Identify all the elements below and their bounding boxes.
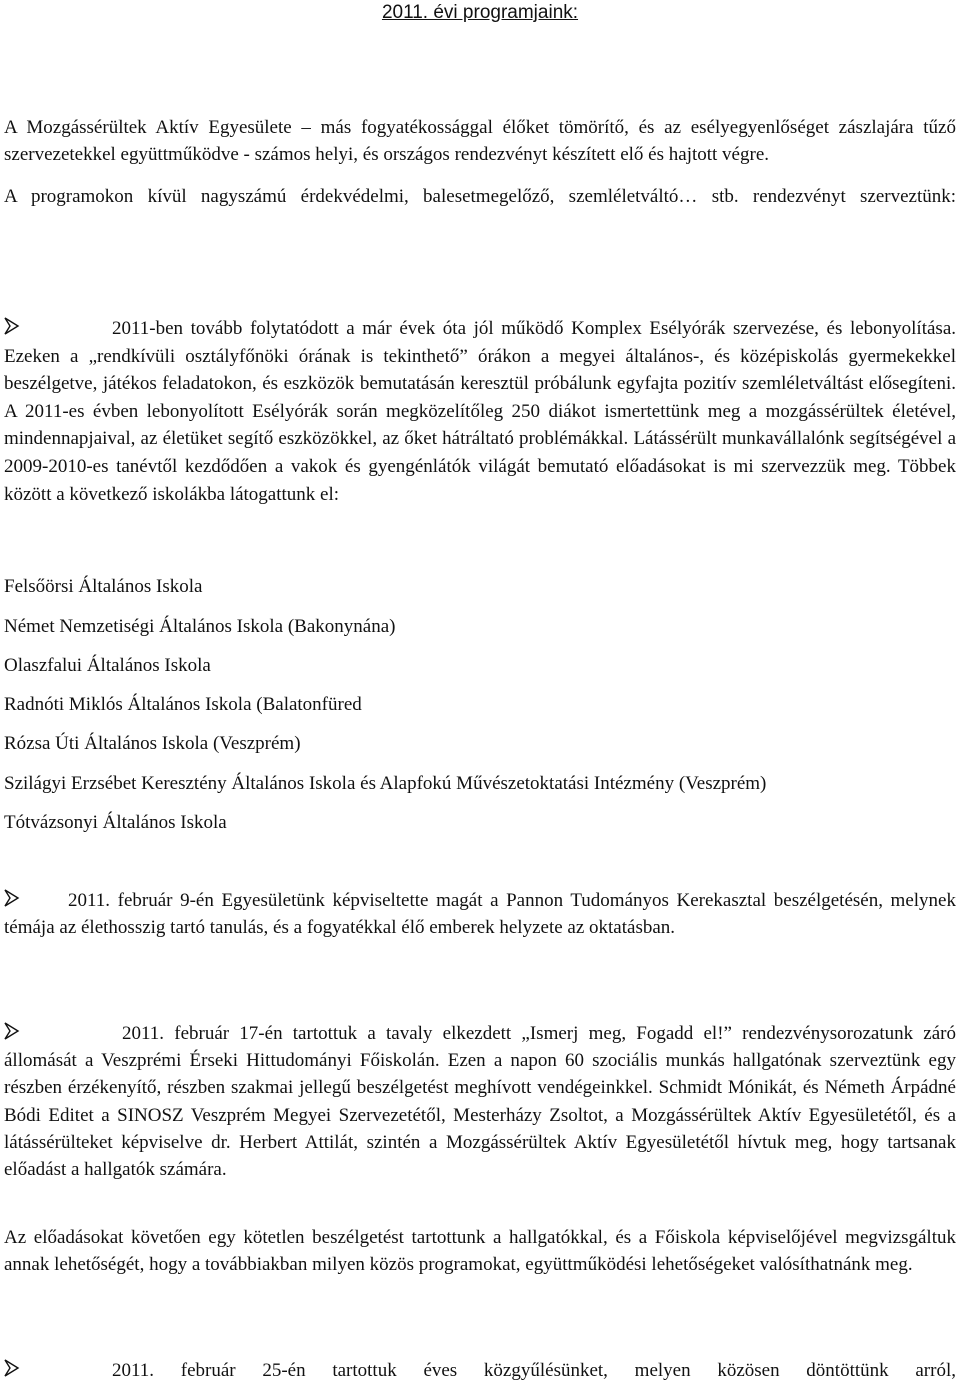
arrow-bullet-icon	[4, 1022, 22, 1042]
eselyorak-text: 2011-ben tovább folytatódott a már évek óta jól működő Komplex Esélyórák szervezése, és lebonyolítása. Ezeken a „rendkívüli osztályfőnöki órának is tekinthető” órákon a megyei általános-, és középiskolás gyermekekkel beszélgetve, játékos feladatokon, és eszközök bemutatásán keresztül próbálunk egyfajta pozitív szemléletváltást elősegíteni. A 2011-es évben lebonyolított Esélyórák során megközelítőleg 250 diákot ismertettünk meg a mozgássérültek életével, mindennapjaival, az életüket segítő eszközökkel, az őket hátráltató problémákkal. Látássérült munkavállalónk segítségével a 2009-2010-es tanévtől kezdődően a vakok és gyengénlátók világát bemutató előadásokat is mi szervezzük meg. Többek között a következő iskolákba látogattunk el:	[4, 318, 956, 505]
list-item: Szilágyi Erzsébet Keresztény Általános Iskola és Alapfokú Művészetoktatási Intézmény (Veszprém)	[4, 773, 767, 794]
list-item: Felsőörsi Általános Iskola	[4, 576, 203, 597]
arrow-bullet-icon	[4, 1359, 22, 1379]
intro-paragraph	[4, 114, 956, 168]
intro-programs-text: A programokon kívül nagyszámú érdekvédelmi, balesetmegelőző, szemléletváltó… stb. rendezvényt szerveztünk:	[4, 186, 956, 207]
ismerj-followup-paragraph	[4, 1224, 956, 1278]
list-item: Radnóti Miklós Általános Iskola (Balatonfüred	[4, 694, 362, 715]
list-item: Német Nemzetiségi Általános Iskola (Bakonynána)	[4, 616, 396, 637]
arrow-bullet-icon	[4, 889, 22, 909]
ismerj-followup-text: Az előadásokat követően egy kötetlen beszélgetést tartottunk a hallgatókkal, és a Főiskola képviselőjével megvizsgáltuk annak lehetőségét, hogy a továbbiakban milyen közös programokat, együttműködési lehetőségeket valósíthatnánk meg.	[4, 1227, 956, 1276]
pannon-paragraph	[4, 887, 956, 941]
intro-programs-paragraph	[4, 183, 956, 210]
ismerj-text: 2011. február 17-én tartottuk a tavaly elkezdett „Ismerj meg, Fogadd el!” rendezvénysorozatunk záró állomását a Veszprémi Érseki Hittudományi Főiskolán. Ezen a napon 60 szociális munkás hallgatónak szerveztünk egy részben érzékenyítő, részben szakmai jellegű beszélgetést meghívott vendégeinkkel. Schmidt Mónikát, és Németh Árpádné Bódi Editet a SINOSZ Veszprém Megyei Szervezetétől, Mesterházy Zsoltot, a Mozgássérültek Aktív Egyesületétől, és a látássérülteket képviselve dr. Herbert Attilát, szintén a Mozgássérültek Aktív Egyesületétől hívtuk meg, hogy tartsanak előadást a hallgatók számára.	[4, 1023, 956, 1181]
list-item: Rózsa Úti Általános Iskola (Veszprém)	[4, 733, 301, 754]
page-title: 2011. évi programjaink:	[381, 2, 579, 23]
ismerj-paragraph	[4, 1020, 956, 1183]
kozgyules-text: 2011. február 25-én tartottuk éves közgyűlésünket, melyen közösen döntöttünk arról,	[112, 1360, 956, 1381]
kozgyules-paragraph	[4, 1357, 956, 1384]
pannon-text: 2011. február 9-én Egyesületünk képviseltette magát a Pannon Tudományos Kerekasztal beszélgetésén, melynek témája az élethosszig tartó tanulás, és a fogyatékkal élő emberek helyzete az oktatásban.	[4, 890, 956, 939]
list-item: Olaszfalui Általános Iskola	[4, 655, 211, 676]
eselyorak-paragraph	[4, 315, 956, 508]
arrow-bullet-icon	[4, 317, 22, 337]
intro-text: A Mozgássérültek Aktív Egyesülete – más fogyatékossággal élőket tömörítő, és az esélyegyenlőséget zászlajára tűző szervezetekkel együttműködve - számos helyi, és országos rendezvényt készített elő és hajtott végre.	[4, 117, 956, 166]
list-item: Tótvázsonyi Általános Iskola	[4, 812, 227, 833]
